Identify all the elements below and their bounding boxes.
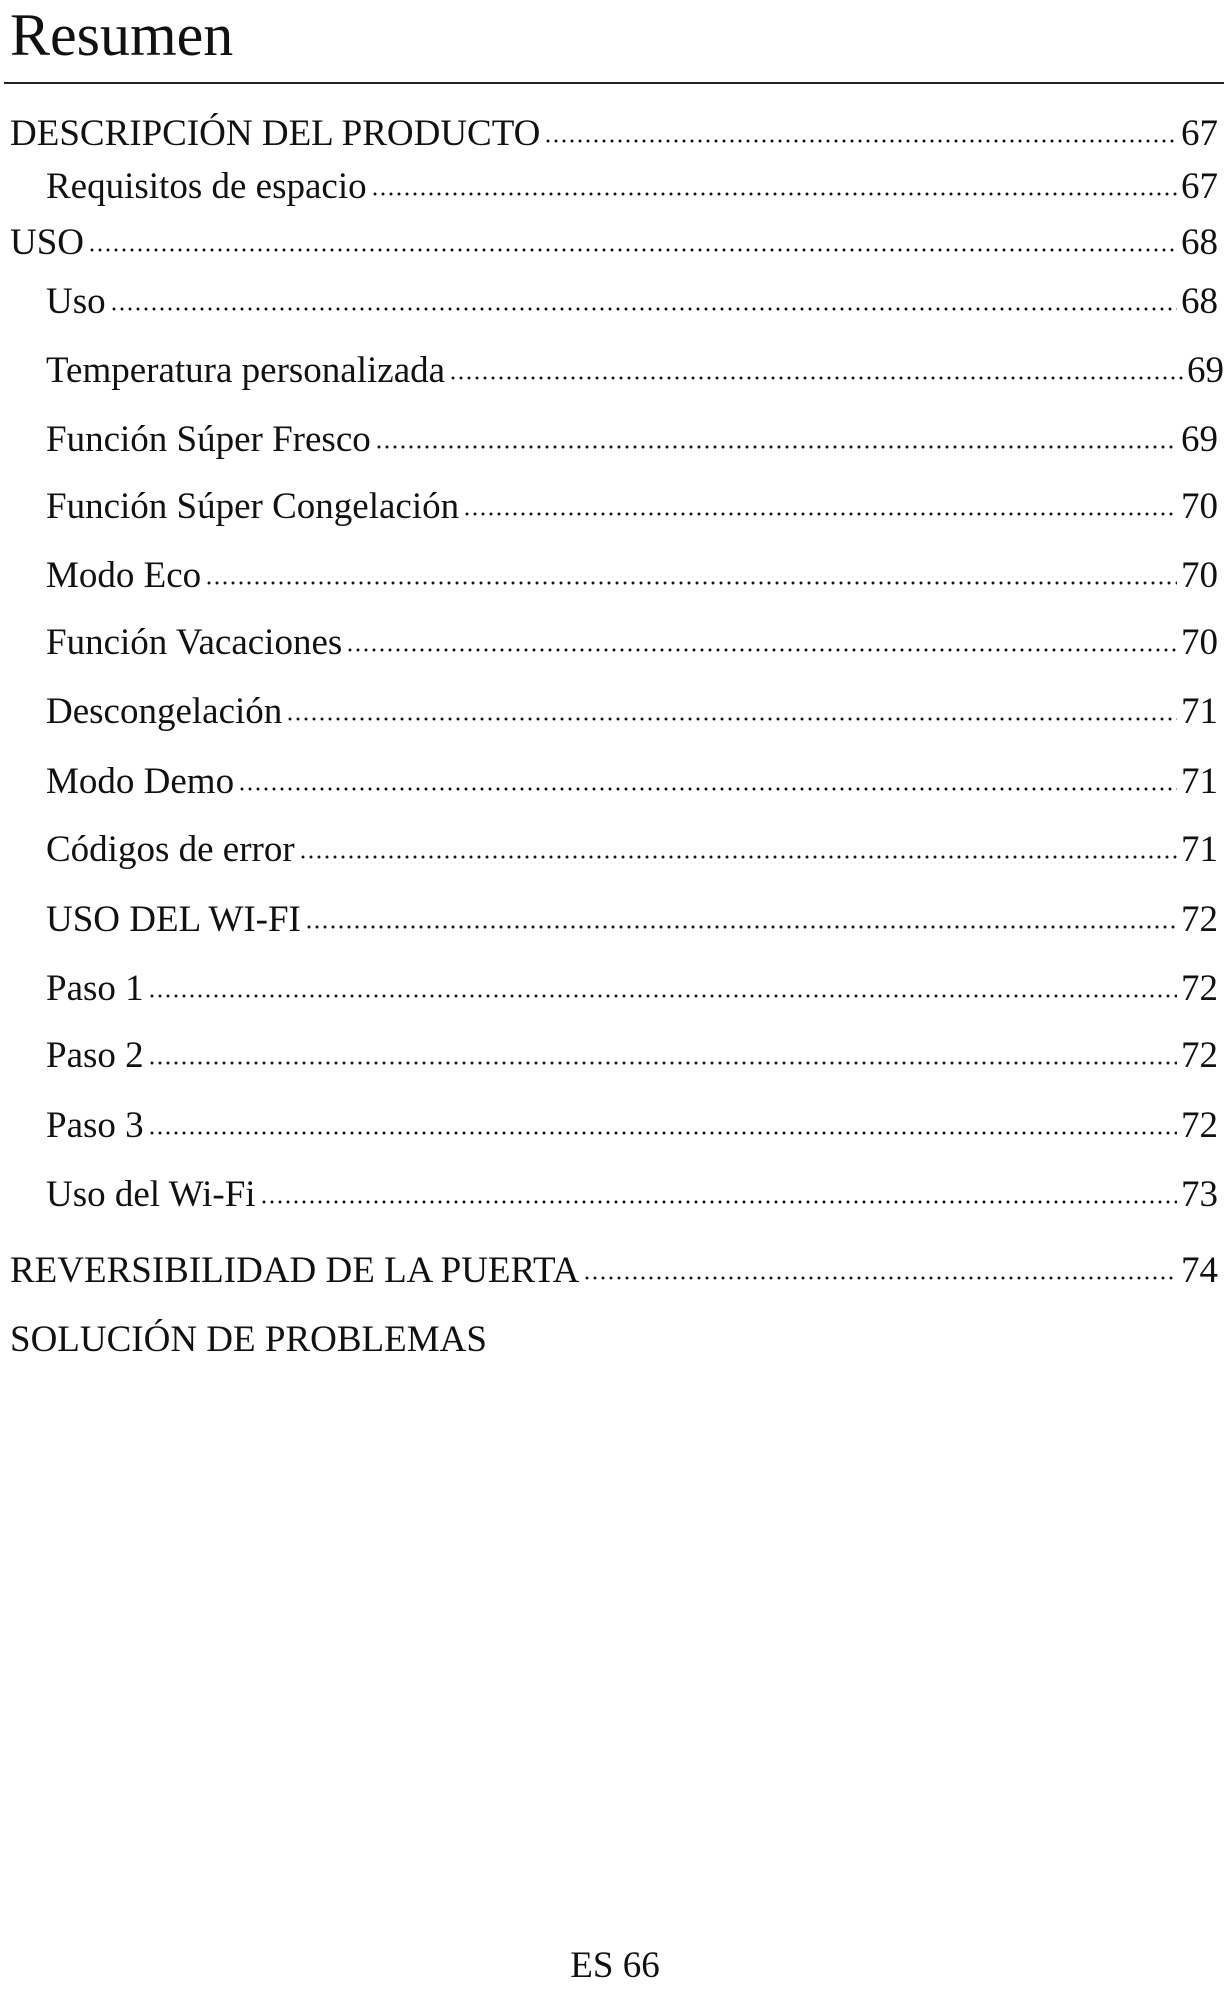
toc-entry-paso-3[interactable] bbox=[46, 1104, 1218, 1148]
toc-entry-page: 69 bbox=[1181, 419, 1218, 460]
dot-leader bbox=[286, 716, 1177, 722]
toc-entry-page: 70 bbox=[1181, 555, 1218, 596]
toc-entry-title: Función Súper Fresco bbox=[46, 419, 371, 460]
toc-entry-modo-demo[interactable] bbox=[46, 760, 1218, 804]
toc-entry-page: 71 bbox=[1181, 829, 1218, 870]
toc-entry-uso-section[interactable] bbox=[10, 221, 1218, 265]
toc-entry-uso-del-wifi[interactable] bbox=[46, 1173, 1218, 1217]
toc-entry-title: REVERSIBILIDAD DE LA PUERTA bbox=[10, 1250, 580, 1291]
toc-entry-paso-1[interactable] bbox=[46, 967, 1218, 1011]
toc-entry-codigos-de-error[interactable] bbox=[46, 828, 1218, 872]
dot-leader bbox=[305, 924, 1177, 930]
toc-entry-page: 70 bbox=[1181, 622, 1218, 663]
toc-entry-page: 67 bbox=[1181, 113, 1218, 154]
dot-leader bbox=[583, 1275, 1177, 1281]
toc-entry-title: Paso 3 bbox=[46, 1105, 144, 1146]
dot-leader bbox=[238, 786, 1177, 792]
toc-entry-page: 67 bbox=[1181, 166, 1218, 207]
dot-leader bbox=[110, 306, 1177, 312]
dot-leader bbox=[449, 375, 1183, 381]
toc-entry-title: Descongelación bbox=[46, 691, 283, 732]
toc-entry-page: 71 bbox=[1181, 761, 1218, 802]
toc-entry-page: 71 bbox=[1181, 691, 1218, 732]
toc-entry-solucion-de-problemas[interactable] bbox=[10, 1318, 1218, 1362]
dot-leader bbox=[346, 647, 1177, 653]
dot-leader bbox=[463, 511, 1177, 517]
toc-entry-page: 72 bbox=[1181, 899, 1218, 940]
toc-entry-title: Uso bbox=[46, 281, 106, 322]
toc-entry-title: Paso 1 bbox=[46, 968, 144, 1009]
toc-entry-modo-eco[interactable] bbox=[46, 554, 1218, 598]
toc-entry-descripcion-del-producto[interactable] bbox=[10, 112, 1218, 156]
toc-entry-page: 68 bbox=[1181, 222, 1218, 263]
toc-entry-title: Requisitos de espacio bbox=[46, 166, 367, 207]
toc-entry-funcion-vacaciones[interactable] bbox=[46, 621, 1218, 665]
toc-entry-title: Temperatura personalizada bbox=[46, 350, 446, 391]
toc-entry-title: Modo Demo bbox=[46, 761, 235, 802]
toc-entry-title: Modo Eco bbox=[46, 555, 202, 596]
dot-leader bbox=[375, 444, 1177, 450]
toc-entry-funcion-super-fresco[interactable] bbox=[46, 418, 1218, 462]
toc-entry-page: 72 bbox=[1181, 1105, 1218, 1146]
toc-entry-uso-del-wifi-section[interactable] bbox=[46, 898, 1218, 942]
toc-entry-title: DESCRIPCIÓN DEL PRODUCTO bbox=[10, 113, 541, 154]
toc-entry-title: Función Vacaciones bbox=[46, 622, 343, 663]
toc-entry-temperatura-personalizada[interactable] bbox=[46, 349, 1224, 393]
toc-entry-page: 70 bbox=[1181, 486, 1218, 527]
toc-entry-descongelacion[interactable] bbox=[46, 690, 1218, 734]
title-divider bbox=[4, 82, 1224, 84]
toc-entry-requisitos-de-espacio[interactable] bbox=[46, 165, 1218, 209]
dot-leader bbox=[88, 247, 1177, 253]
dot-leader bbox=[148, 1060, 1177, 1066]
toc-entry-page: 72 bbox=[1181, 1035, 1218, 1076]
toc-entry-page: 72 bbox=[1181, 968, 1218, 1009]
toc-entry-uso[interactable] bbox=[46, 280, 1218, 324]
dot-leader bbox=[299, 854, 1177, 860]
toc-entry-title: USO DEL WI-FI bbox=[46, 899, 301, 940]
toc-entry-title: Paso 2 bbox=[46, 1035, 144, 1076]
toc-entry-page: 74 bbox=[1181, 1250, 1218, 1291]
dot-leader bbox=[371, 191, 1177, 197]
page-title: Resumen bbox=[10, 2, 234, 68]
toc-entry-title: Uso del Wi-Fi bbox=[46, 1174, 256, 1215]
toc-entry-page: 69 bbox=[1187, 350, 1224, 391]
page-footer: ES 66 bbox=[570, 1945, 660, 1986]
dot-leader bbox=[148, 993, 1177, 999]
toc-entry-funcion-super-congelacion[interactable] bbox=[46, 485, 1218, 529]
toc-entry-title: Función Súper Congelación bbox=[46, 486, 460, 527]
toc-entry-page: 68 bbox=[1181, 281, 1218, 322]
dot-leader bbox=[205, 580, 1177, 586]
dot-leader bbox=[148, 1130, 1177, 1136]
toc-entry-title: SOLUCIÓN DE PROBLEMAS bbox=[10, 1319, 487, 1360]
toc-entry-page: 73 bbox=[1181, 1174, 1218, 1215]
toc-entry-title: USO bbox=[10, 222, 85, 263]
toc-entry-title: Códigos de error bbox=[46, 829, 295, 870]
dot-leader bbox=[260, 1199, 1177, 1205]
dot-leader bbox=[544, 138, 1177, 144]
toc-entry-reversibilidad-de-la-puerta[interactable] bbox=[10, 1249, 1218, 1293]
toc-entry-paso-2[interactable] bbox=[46, 1034, 1218, 1078]
